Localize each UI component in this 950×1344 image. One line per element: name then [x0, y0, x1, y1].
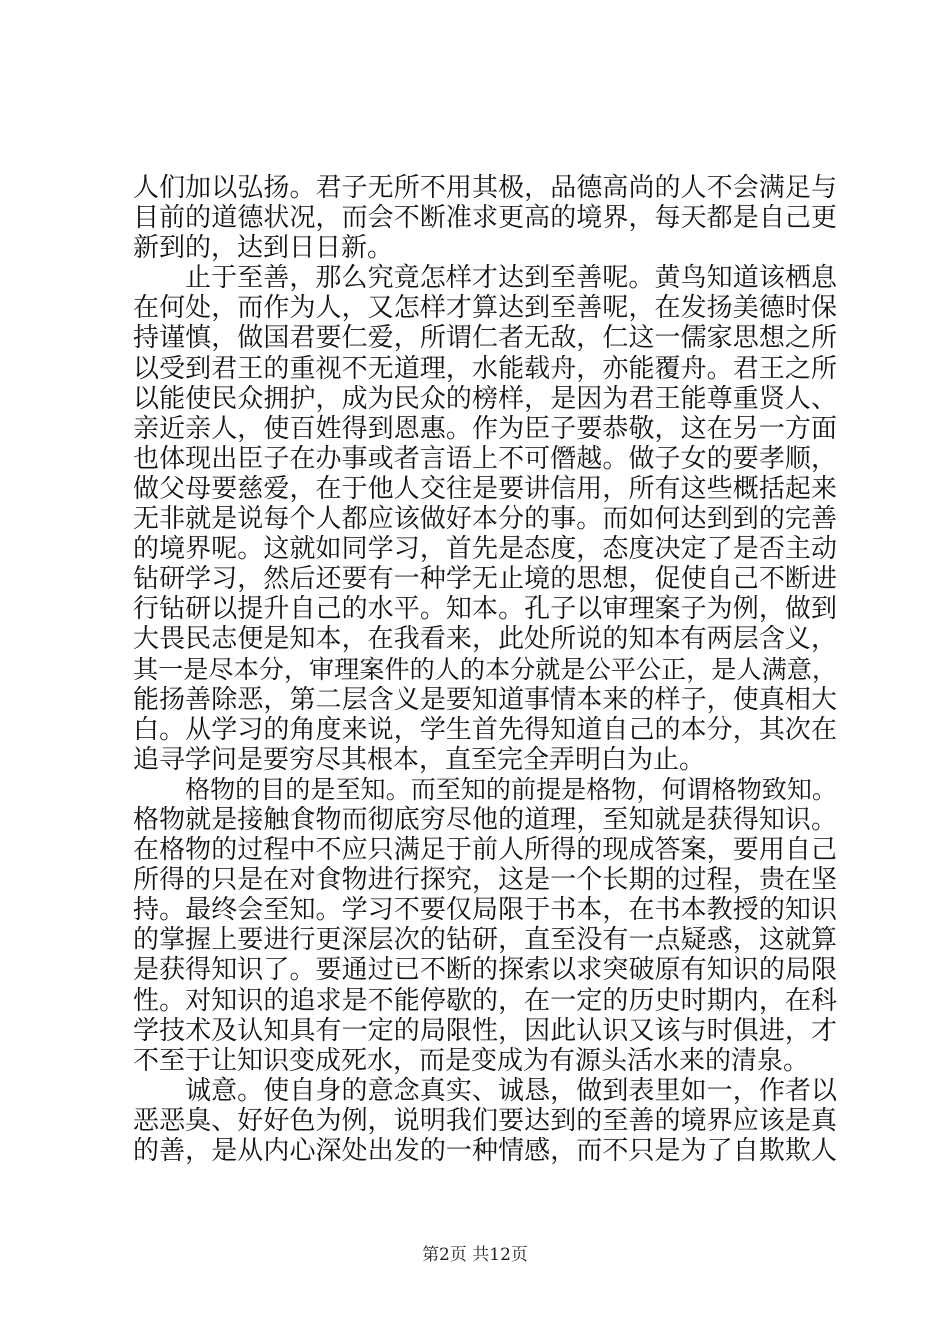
- text-line: 能扬善除恶，第二层含义是要知道事情本来的样子，使真相大: [133, 684, 837, 715]
- text-line: 以受到君王的重视不无道理，水能载舟，亦能覆舟。君王之所: [133, 353, 837, 384]
- text-line: 持。最终会至知。学习不要仅局限于书本，在书本教授的知识: [133, 895, 837, 926]
- text-line: 诚意。使自身的意念真实、诚恳，做到表里如一，作者以: [185, 1075, 837, 1106]
- page-footer: 第2页 共12页: [422, 1245, 528, 1265]
- text-line: 不至于让知识变成死水，而是变成为有源头活水来的清泉。: [133, 1045, 810, 1076]
- text-line: 持谨慎，做国君要仁爱，所谓仁者无敌，仁这一儒家思想之所: [133, 323, 837, 354]
- text-line: 的境界呢。这就如同学习，首先是态度，态度决定了是否主动: [133, 534, 837, 565]
- text-line: 学技术及认知具有一定的局限性，因此认识又该与时俱进，才: [133, 1015, 837, 1046]
- body-text: [133, 173, 837, 1166]
- text-line: 目前的道德状况，而会不断准求更高的境界，每天都是自己更: [133, 203, 837, 234]
- text-line: 亲近亲人，使百姓得到恩惠。作为臣子要恭敬，这在另一方面: [133, 413, 837, 444]
- text-line: 人们加以弘扬。君子无所不用其极，品德高尚的人不会满足与: [133, 173, 837, 203]
- text-line: 性。对知识的追求是不能停歇的，在一定的历史时期内，在科: [133, 985, 837, 1016]
- text-line: 的善，是从内心深处出发的一种情感，而不只是为了自欺欺人: [133, 1136, 837, 1166]
- text-line: 止于至善，那么究竟怎样才达到至善呢。黄鸟知道该栖息: [185, 263, 837, 294]
- text-line: 的掌握上要进行更深层次的钻研，直至没有一点疑惑，这就算: [133, 925, 837, 956]
- text-line: 大畏民志便是知本，在我看来，此处所说的知本有两层含义，: [133, 624, 837, 655]
- text-line: 恶恶臭、好好色为例，说明我们要达到的至善的境界应该是真: [133, 1105, 837, 1136]
- text-line: 格物的目的是至知。而至知的前提是格物，何谓格物致知。: [185, 774, 837, 804]
- text-line: 格物就是接触食物而彻底穷尽他的道理，至知就是获得知识。: [133, 804, 837, 835]
- text-line: 以能使民众拥护，成为民众的榜样，是因为君王能尊重贤人、: [133, 383, 837, 414]
- text-line: 在何处，而作为人，又怎样才算达到至善呢，在发扬美德时保: [133, 293, 837, 324]
- text-line: 行钻研以提升自己的水平。知本。孔子以审理案子为例，做到: [133, 594, 837, 625]
- text-line: 其一是尽本分，审理案件的人的本分就是公平公正，是人满意，: [133, 654, 837, 684]
- text-line: 无非就是说每个人都应该做好本分的事。而如何达到到的完善: [133, 504, 837, 535]
- text-line: 做父母要慈爱，在于他人交往是要讲信用，所有这些概括起来: [133, 473, 837, 504]
- text-line: 也体现出臣子在办事或者言语上不可僭越。做子女的要孝顺，: [133, 443, 837, 474]
- text-line: 白。从学习的角度来说，学生首先得知道自己的本分，其次在: [133, 714, 837, 745]
- text-line: 新到的，达到日日新。: [133, 233, 394, 264]
- text-line: 在格物的过程中不应只满足于前人所得的现成答案，要用自己: [133, 835, 837, 866]
- text-line: 追寻学问是要穷尽其根本，直至完全弄明白为止。: [133, 744, 706, 775]
- text-line: 钻研学习，然后还要有一种学无止境的思想，促使自己不断进: [133, 564, 837, 595]
- text-line: 所得的只是在对食物进行探究，这是一个长期的过程，贵在坚: [133, 865, 837, 896]
- text-line: 是获得知识了。要通过已不断的探索以求突破原有知识的局限: [133, 955, 837, 986]
